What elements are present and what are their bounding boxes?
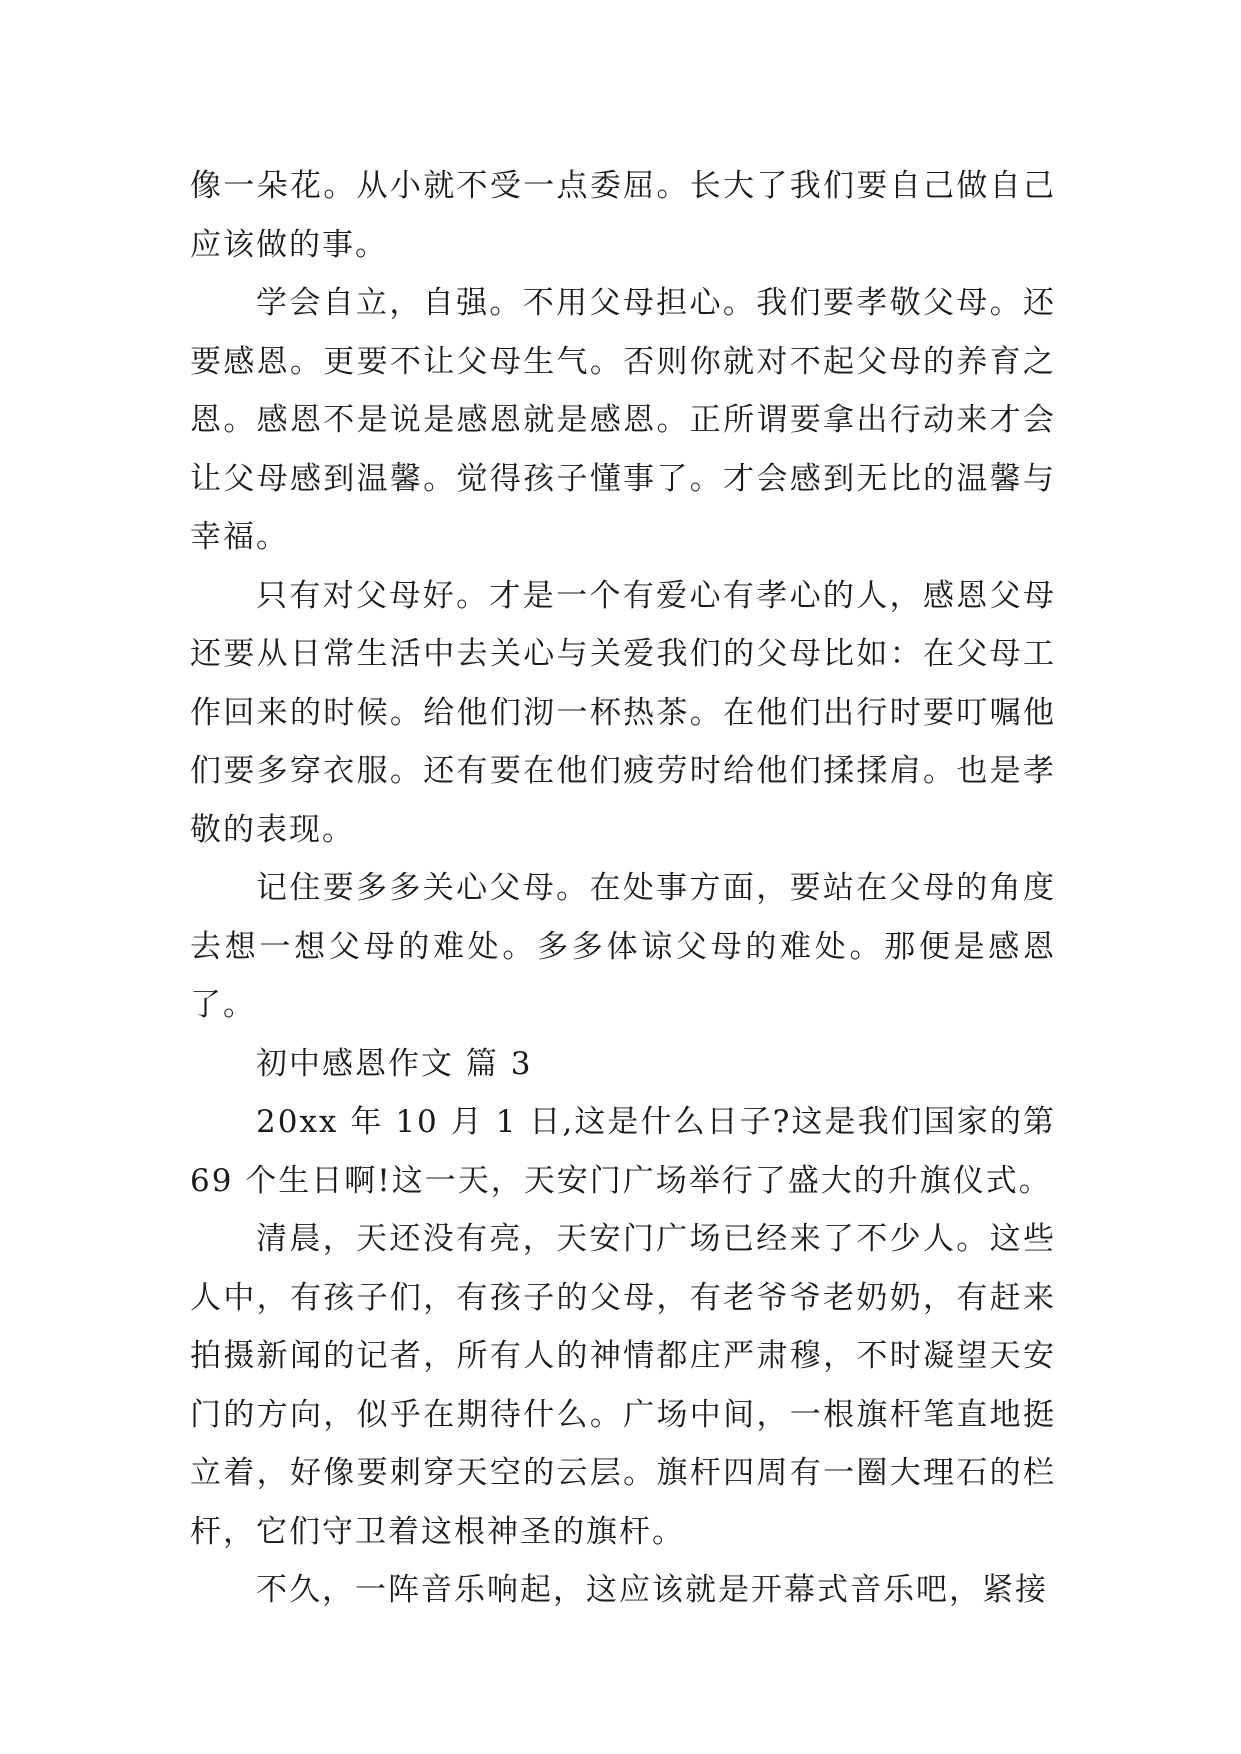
paragraph-1: 像一朵花。从小就不受一点委屈。长大了我们要自己做自己应该做的事。: [190, 168, 1056, 263]
section-heading: 初中感恩作文 篇 3: [256, 1045, 533, 1082]
paragraph-4: 记住要多多关心父母。在处事方面，要站在父母的角度去想一想父母的难处。多多体谅父母的难处。那便是感恩了。: [190, 870, 1056, 1023]
paragraph-5: 20xx 年 10 月 1 日,这是什么日子?这是我们国家的第 69 个生日啊!这一天，天安门广场举行了盛大的升旗仪式。: [190, 1104, 1056, 1199]
paragraph-3: 只有对父母好。才是一个有爱心有孝心的人，感恩父母还要从日常生活中去关心与关爱我们的父母比如：在父母工作回来的时候。给他们沏一杯热茶。在他们出行时要叮嘱他们要多穿衣服。还有要在他们疲劳时给他们揉揉肩。也是孝敬的表现。: [190, 577, 1056, 848]
paragraph-7: 不久，一阵音乐响起，这应该就是开幕式音乐吧，紧接: [256, 1572, 1048, 1608]
paragraph-2: 学会自立，自强。不用父母担心。我们要孝敬父母。还要感恩。更要不让父母生气。否则你就对不起父母的养育之恩。感恩不是说是感恩就是感恩。正所谓要拿出行动来才会让父母感到温馨。觉得孩子懂事了。才会感到无比的温馨与幸福。: [190, 285, 1056, 555]
paragraph-6: 清晨，天还没有亮，天安门广场已经来了不少人。这些人中，有孩子们，有孩子的父母，有老爷爷老奶奶，有赶来拍摄新闻的记者，所有人的神情都庄严肃穆，不时凝望天安门的方向，似乎在期待什么。广场中间，一根旗杆笔直地挺立着，好像要刺穿天空的云层。旗杆四周有一圈大理石的栏杆，它们守卫着这根神圣的旗杆。: [190, 1221, 1056, 1550]
text-column: [190, 157, 1056, 1620]
